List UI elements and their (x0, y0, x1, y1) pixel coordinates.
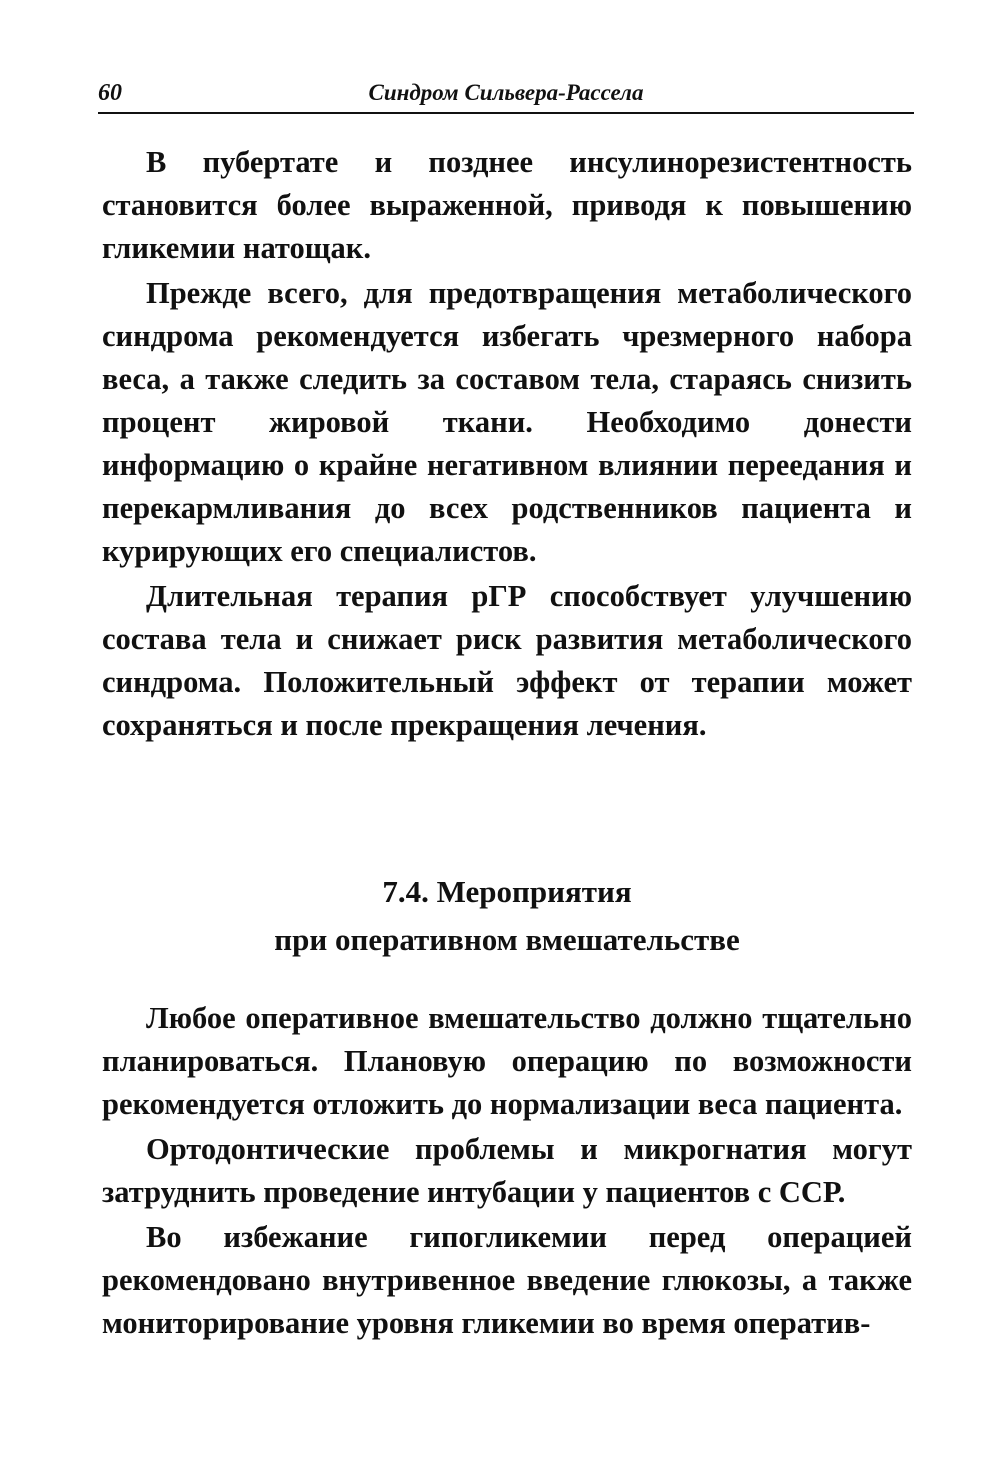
running-header (98, 78, 914, 114)
paragraph: Любое оперативное вмешательство должно тщательно планироваться. Плановую операцию по возможности рекомендуется отложить до нормализации веса пациента. (102, 1001, 912, 1121)
text-block-after-heading (102, 997, 912, 1347)
paragraph: В пубертате и позднее инсулинорезистентность становится более выраженной, приводя к повышению гликемии натощак. (102, 145, 912, 265)
paragraph: Прежде всего, для предотвращения метаболического синдрома рекомендуется избегать чрезмерного набора веса, а также следить за составом тела, стараясь снизить процент жировой ткани. Необходимо донести информацию о крайне негативном влиянии переедания и перекармливания до всех родственников пациента и курирующих его специалистов. (102, 276, 912, 568)
section-heading-line-2: при оперативном вмешательстве (274, 922, 740, 957)
section-heading-line-1: 7.4. Мероприятия (382, 874, 632, 909)
text-block-before-heading (102, 141, 912, 749)
section-heading (102, 868, 912, 964)
paragraph: Во избежание гипогликемии перед операцией рекомендовано внутривенное введение глюкозы, а также мониторирование уровня гликемии во время оператив- (102, 1220, 912, 1340)
paragraph: Ортодонтические проблемы и микрогнатия могут затруднить проведение интубации у пациентов с ССР. (102, 1132, 912, 1209)
paragraph: Длительная терапия рГР способствует улучшению состава тела и снижает риск развития метаболического синдрома. Положительный эффект от терапии может сохраняться и после прекращения лечения. (102, 579, 912, 742)
book-title: Синдром Сильвера-Рассела (368, 80, 644, 105)
page-number: 60 (98, 80, 122, 106)
